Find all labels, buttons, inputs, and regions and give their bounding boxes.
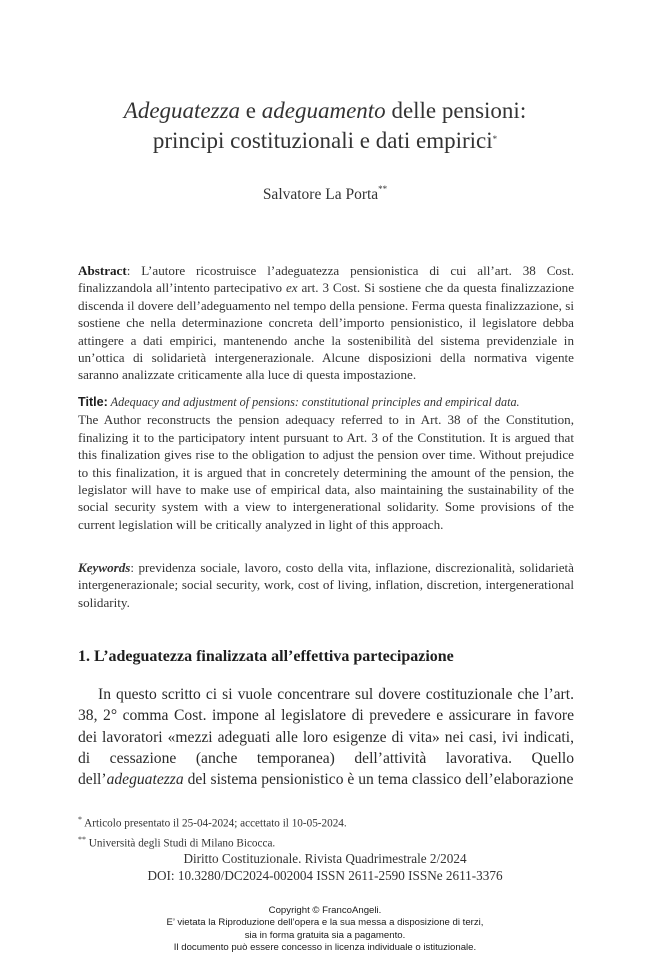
footnote-1: [78, 812, 574, 832]
abstract-ex: ex: [285, 280, 298, 296]
copyright-line-2: E’ vietata la Riproduzione dell’opera e la sua messa a disposizione di terzi,: [166, 917, 484, 929]
abstract-text-1: : L’autore ricostruisce l’adeguatezza pensionistica di cui all’art. 38 Cost. finalizzandola all’intento partecipativo: [78, 263, 574, 296]
title-word-adeguatezza: Adeguatezza: [123, 98, 241, 123]
author-name: Salvatore La Porta: [262, 186, 379, 203]
journal-info: [60, 850, 590, 884]
title-line-1: [60, 96, 590, 126]
title-line-2: [60, 126, 590, 156]
title-footnote-mark[interactable]: *: [492, 134, 498, 144]
body-emphasis: adeguatezza: [106, 771, 184, 789]
english-title-label: Title:: [78, 395, 108, 409]
keywords-paragraph: [78, 559, 574, 611]
journal-doi-issn: DOI: 10.3280/DC2024-002004 ISSN 2611-2590 ISSNe 2611-3376: [147, 868, 503, 883]
title-word-adeguamento: adeguamento: [261, 98, 386, 123]
footnote-1-mark: *: [78, 815, 82, 824]
footnote-2-text: Università degli Studi di Milano Bicocca.: [86, 837, 276, 850]
body-text-1: In questo scritto ci si vuole concentrare sul dovere costituzionale che l’art. 38, 2° comma Cost. impone al legislatore di prevedere e assicurare in favore dei lavoratori «mezzi adeguati alle loro esigenze di vita» nei casi, ivi indicati, di cessazione (anche temporanea) dell’attività lavorativa. Quello dell’: [78, 686, 574, 789]
abstract-label: Abstract: [78, 263, 127, 278]
footnote-2-mark: **: [78, 834, 86, 844]
author-footnote-mark[interactable]: **: [378, 184, 388, 194]
body-text-2: del sistema pensionistico è un tema classico dell’elaborazione: [183, 771, 574, 789]
copyright-line-1: Copyright © FrancoAngeli.: [268, 905, 382, 916]
english-abstract-text: The Author reconstructs the pension adequacy referred to in Art. 38 of the Constitution, finalizing it to the participatory intent pursuant to Art. 3 of the Constitution. It is argued that this finalization gives rise to the obligation to adjust the pension over time. Without prejudice to this finalization, it is argued that in concretely determining the amount of the pension, the legislator will have to make use of empirical data, also maintaining the sustainability of the social security system with a view to intergenerational solidarity. Some provisions of the current legislation will be critically analyzed in light of this approach.: [78, 412, 574, 532]
copyright-line-4: Il documento può essere concesso in licenza individuale o istituzionale.: [173, 941, 477, 953]
body-paragraph: [78, 684, 574, 790]
footnotes: [78, 812, 574, 851]
english-title-text: Adequacy and adjustment of pensions: constitutional principles and empirical data.: [107, 395, 520, 409]
english-title-abstract: [78, 393, 574, 533]
title-rest: delle pensioni:: [385, 98, 527, 123]
footnote-1-text: Articolo presentato il 25-04-2024; accettato il 10-05-2024.: [82, 817, 347, 830]
keywords-text: : previdenza sociale, lavoro, costo della vita, inflazione, discrezionalità, solidarietà intergenerazionale; social security, work, cost of living, inflation, discretion, intergenerational solidarity.: [78, 560, 574, 610]
title-word-e: e: [240, 98, 262, 123]
abstract-paragraph: [78, 262, 574, 384]
abstract-text-2: art. 3 Cost. Si sostiene che da questa finalizzazione discenda il dovere dell’adeguamento nel tempo della pensione. Ferma questa finalizzazione, si sostiene che nella determinazione concreta dell’importo pensionistico, il legislatore debba attingere a dati empirici, mantenendo anche la sostenibilità del sistema previdenziale in un’ottica di solidarietà intergenerazionale. Alcune disposizioni della normativa vigente saranno analizzate criticamente alla luce di questa impostazione.: [78, 280, 575, 383]
article-title: [60, 96, 590, 156]
author-line: [60, 186, 590, 204]
copyright-line-3: sia in forma gratuita sia a pagamento.: [244, 929, 406, 941]
section-heading: 1. L’adeguatezza finalizzata all’effettiva partecipazione: [78, 648, 454, 665]
copyright-notice: [60, 905, 590, 954]
title-line-2-text: principi costituzionali e dati empirici: [152, 128, 493, 153]
journal-name: Diritto Costituzionale. Rivista Quadrimestrale 2/2024: [183, 851, 467, 866]
keywords-label: Keywords: [78, 560, 131, 575]
footnote-2: [78, 832, 574, 852]
